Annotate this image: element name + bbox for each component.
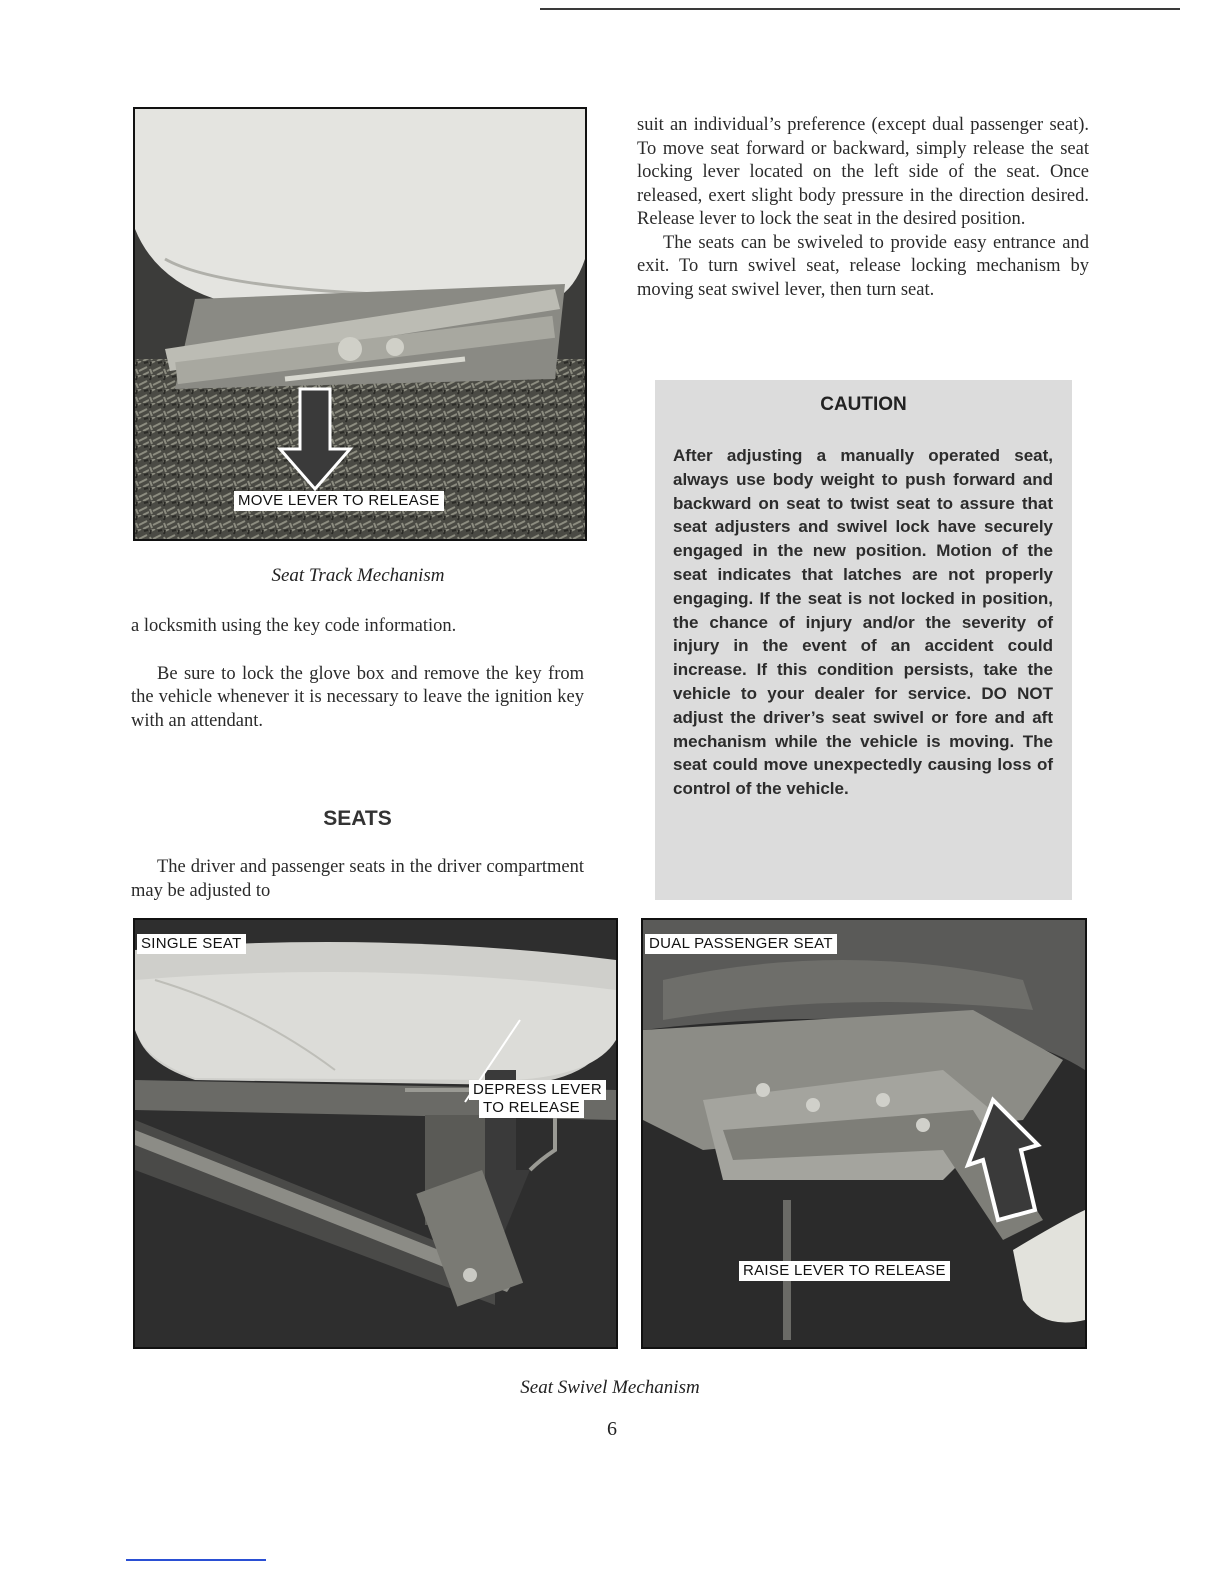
move-lever-label: MOVE LEVER TO RELEASE	[234, 491, 444, 511]
seats-heading: SEATS	[323, 807, 392, 830]
seat-swivel-caption: Seat Swivel Mechanism	[520, 1377, 700, 1398]
raise-lever-label: RAISE LEVER TO RELEASE	[739, 1261, 950, 1281]
left-column-text	[131, 615, 584, 733]
seats-intro-text	[131, 856, 584, 903]
single-seat-label: SINGLE SEAT	[137, 934, 246, 954]
dual-passenger-seat-label: DUAL PASSENGER SEAT	[645, 934, 837, 954]
dual-seat-photo	[641, 918, 1087, 1349]
seat-track-photo	[133, 107, 587, 541]
seat-adjust-paragraph: suit an individual’s preference (except dual passenger seat). To move seat forward or backward, simply release the seat locking lever located on the left side of the seat. Once released, exert slight body pressure in the direction desired. Release lever to lock the seat in the desired position.	[637, 115, 1089, 229]
caution-text: After adjusting a manually operated seat, always use body weight to push forward and backward on seat to twist seat to assure that seat adjusters and swivel lock have securely engaged in the new position. Motion of the seat indicates that latches are not properly engaging. If the seat is not locked in position, the chance of injury and/or the severity of injury in the event of an accident could increase. If this condition persists, take the vehicle to your dealer for service. DO NOT adjust the driver’s seat swivel or fore and aft mechanism while the vehicle is moving. The seat could move unexpectedly causing loss of control of the vehicle.	[673, 446, 1053, 799]
top-rule	[540, 8, 1180, 10]
swivel-paragraph: The seats can be swiveled to provide easy entrance and exit. To turn swivel seat, release locking mechanism by moving seat swivel lever, then turn seat.	[637, 232, 1089, 300]
seat-track-illustration	[135, 109, 585, 539]
right-column-text	[637, 114, 1089, 302]
single-seat-illustration	[135, 920, 616, 1347]
seats-adjust-paragraph: The driver and passenger seats in the driver compartment may be adjusted to	[131, 857, 584, 901]
glove-box-paragraph: Be sure to lock the glove box and remove the key from the vehicle whenever it is necessary to leave the ignition key with an attendant.	[131, 663, 584, 731]
page-number: 6	[607, 1418, 617, 1440]
caution-title: CAUTION	[820, 394, 907, 415]
depress-lever-label: DEPRESS LEVER	[469, 1080, 606, 1100]
single-seat-photo	[133, 918, 618, 1349]
seat-track-caption: Seat Track Mechanism	[271, 565, 445, 586]
dual-seat-illustration	[643, 920, 1085, 1347]
to-release-label: TO RELEASE	[479, 1098, 584, 1118]
locksmith-paragraph: a locksmith using the key code information.	[131, 616, 457, 636]
caution-box	[655, 380, 1072, 900]
footer-line	[126, 1559, 266, 1561]
